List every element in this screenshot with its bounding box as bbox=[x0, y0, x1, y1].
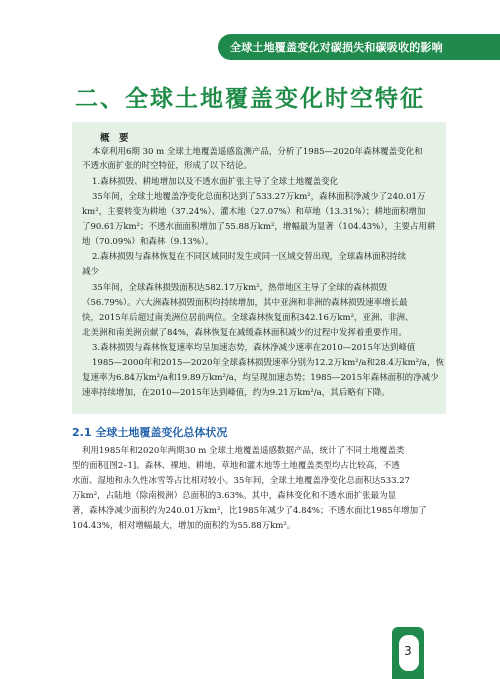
body-line: 水面、湿地和永久性冰雪等占比相对较小。35年间，全球土地覆盖净变化总面积达533.27 bbox=[72, 476, 411, 486]
summary-line: km²，主要转变为耕地（37.24%）、灌木地（27.07%）和草地（13.31%）；耕地面积增加 bbox=[82, 207, 426, 217]
body-line: 著，森林净减少面积约为240.01万km²，比1985年减少了4.84%；不透水面比1985年增加了 bbox=[72, 506, 427, 516]
summary-line: 本章利用6期 30 m 全球土地覆盖遥感监测产品，分析了1985—2020年森林覆盖变化和 bbox=[92, 147, 423, 157]
summary-line: 2.森林损毁与森林恢复在不同区域同时发生或同一区域交替出现，全球森林面积持续 bbox=[92, 252, 407, 262]
chapter-title: 二、全球土地覆盖变化时空特征 bbox=[75, 85, 425, 112]
summary-line: 1.森林损毁、耕地增加以及不透水面扩张主导了全球土地覆盖变化 bbox=[92, 177, 339, 187]
body-line: 万km²，占陆地（除南极洲）总面积的3.63%。其中，森林变化和不透水面扩张最为显 bbox=[72, 491, 397, 501]
summary-line: 减少 bbox=[82, 267, 100, 277]
summary-line: 不透水面扩张的时空特征，形成了以下结论。 bbox=[82, 161, 253, 171]
summary-line: 速率持续增加，在2010—2015年达到峰值，约为9.21万km²/a，其后略有下降。 bbox=[82, 388, 390, 398]
summary-line: 北美洲和南美洲贡献了84%，森林恢复在减缓森林面积减少的过程中发挥着重要作用。 bbox=[82, 328, 407, 338]
body-line: 利用1985年和2020年两期30 m 全球土地覆盖遥感数据产品，统计了不同土地覆盖类 bbox=[82, 446, 405, 456]
summary-line: 地（70.09%）和森林（9.13%）。 bbox=[82, 237, 214, 247]
body-line: 104.43%，相对增幅最大，增加的面积约为55.88万km²。 bbox=[72, 521, 296, 531]
summary-line: 35年间，全球森林损毁面积达582.17万km²，热带地区主导了全球的森林损毁 bbox=[92, 283, 388, 293]
running-title: 全球土地覆盖变化对碳损失和碳吸收的影响 bbox=[230, 41, 443, 54]
summary-line: 35年间，全球土地覆盖净变化总面积达到了533.27万km²，森林面积净减少了240.01万 bbox=[92, 192, 426, 202]
summary-line: 快，2015年后超过南美洲位居前两位。全球森林恢复面积342.16万km²，亚洲、非洲、 bbox=[82, 313, 414, 323]
summary-line: 复速率为6.84万km²/a和19.89万km²/a，均呈现加速态势；1985—2015年森林面积的净减少 bbox=[82, 373, 439, 383]
page-number: 3 bbox=[404, 644, 412, 658]
summary-line: （56.79%）。六大洲森林损毁面积均持续增加，其中亚洲和非洲的森林损毁速率增长最 bbox=[82, 298, 408, 308]
summary-line: 3.森林损毁与森林恢复速率均呈加速态势，森林净减少速率在2010—2015年达到峰值 bbox=[92, 343, 416, 353]
summary-line: 1985—2000年和2015—2020年全球森林损毁速率分别为12.2万km²/a和28.4万km²/a，恢 bbox=[92, 358, 444, 368]
summary-heading: 概 要 bbox=[100, 133, 129, 144]
summary-line: 了90.61万km²；不透水面面积增加了55.88万km²，增幅最为显著（104.43%），主要占用耕 bbox=[82, 222, 436, 232]
body-line: 型的面积[图2–1]。森林、裸地、耕地、草地和灌木地等土地覆盖类型均占比较高，不透 bbox=[72, 461, 400, 471]
section-title: 2.1 全球土地覆盖变化总体状况 bbox=[72, 426, 228, 439]
